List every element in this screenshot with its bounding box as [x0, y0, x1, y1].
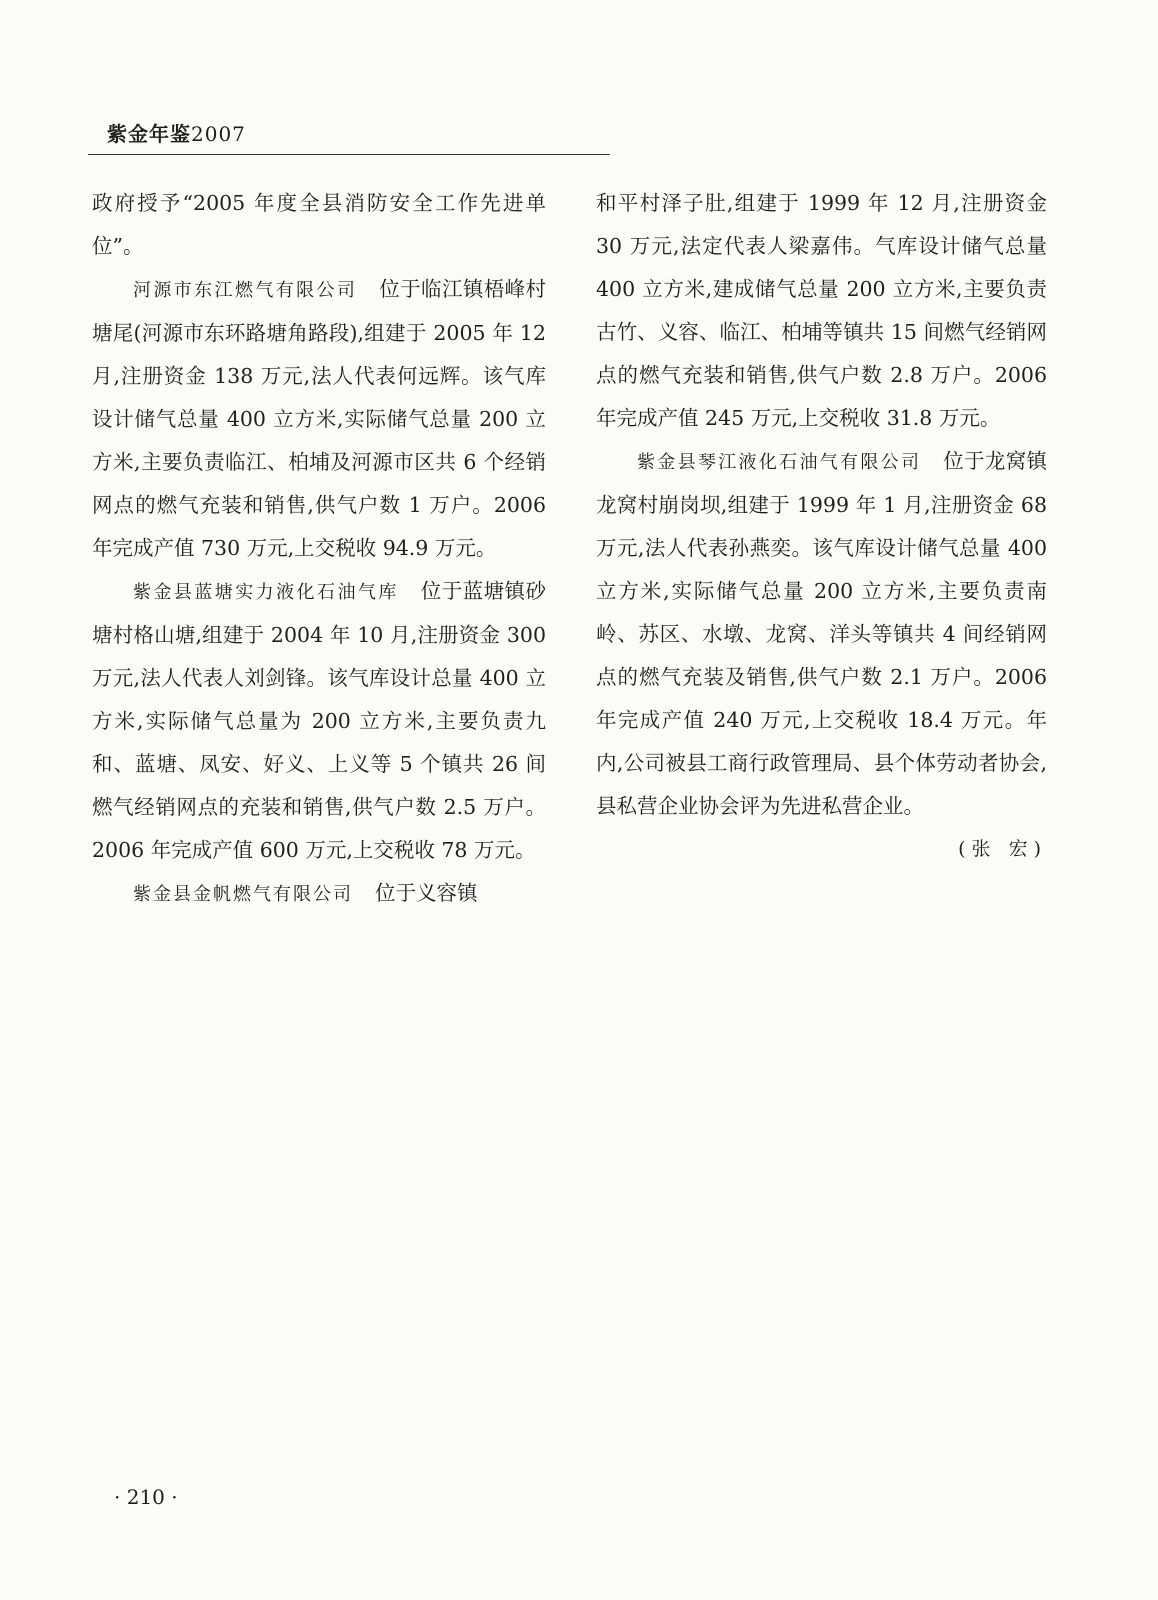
entry-qinjiang-lpg: [596, 440, 1047, 828]
entry-dongjiang-gas: [92, 268, 546, 570]
paragraph-continuation: 政府授予“2005 年度全县消防安全工作先进单位”。: [92, 191, 546, 258]
entry-text: 位于义容镇: [375, 881, 478, 905]
paragraph-continuation: 和平村泽子肚,组建于 1999 年 12 月,注册资金 30 万元,法定代表人梁嘉伟。气库设计储气总量 400 立方米,建成储气总量 200 立方米,主要负责古竹、义容、临江、柏埔等镇共 15 间燃气经销网点的燃气充装和销售,供气户数 2.8 万户。2006 年完成产值 245 万元,上交税收 31.8 万元。: [596, 191, 1047, 430]
yearbook-year: 2007: [191, 122, 246, 146]
yearbook-title: 紫金年鉴: [107, 122, 191, 146]
entry-text: 位于龙窝镇龙窝村崩岗坝,组建于 1999 年 1 月,注册资金 68 万元,法人代表孙燕奕。该气库设计储气总量 400 立方米,实际储气总量 200 立方米,主要负责南岭、苏区、水墩、龙窝、洋头等镇共 4 间经销网点的燃气充装及销售,供气户数 2.1 万户。2006 年完成产值 240 万元,上交税收 18.4 万元。年内,公司被县工商行政管理局、县个体劳动者协会,县私营企业协会评为先进私营企业。: [596, 449, 1048, 818]
company-name: 紫金县琴江液化石油气有限公司: [637, 452, 922, 473]
entry-jinfan-gas: [92, 872, 546, 916]
author-credit: (张 宏): [958, 838, 1047, 860]
left-column: [92, 182, 546, 916]
entry-text: 位于临江镇梧峰村塘尾(河源市东环路塘角路段),组建于 2005 年 12 月,注册资金 138 万元,法人代表何远辉。该气库设计储气总量 400 立方米,实际储气总量 200 立方米,主要负责临江、柏埔及河源市区共 6 个经销网点的燃气充装和销售,供气户数 1 万户。2006 年完成产值 730 万元,上交税收 94.9 万元。: [92, 277, 547, 560]
company-name: 紫金县金帆燃气有限公司: [133, 884, 353, 905]
right-column: [596, 182, 1047, 871]
company-name: 紫金县蓝塘实力液化石油气库: [133, 582, 399, 603]
running-header: [107, 118, 246, 147]
entry-text: 位于蓝塘镇砂塘村格山塘,组建于 2004 年 10 月,注册资金 300 万元,法人代表人刘剑锋。该气库设计总量 400 立方米,实际储气总量为 200 立方米,主要负责九和、蓝塘、凤安、好义、上义等 5 个镇共 26 间燃气经销网点的充装和销售,供气户数 2.5 万户。2006 年完成产值 600 万元,上交税收 78 万元。: [92, 579, 547, 862]
company-name: 河源市东江燃气有限公司: [133, 280, 358, 301]
entry-lantang-lpg: [92, 570, 546, 872]
header-rule: [88, 154, 610, 155]
page-number: · 210 ·: [114, 1485, 178, 1509]
